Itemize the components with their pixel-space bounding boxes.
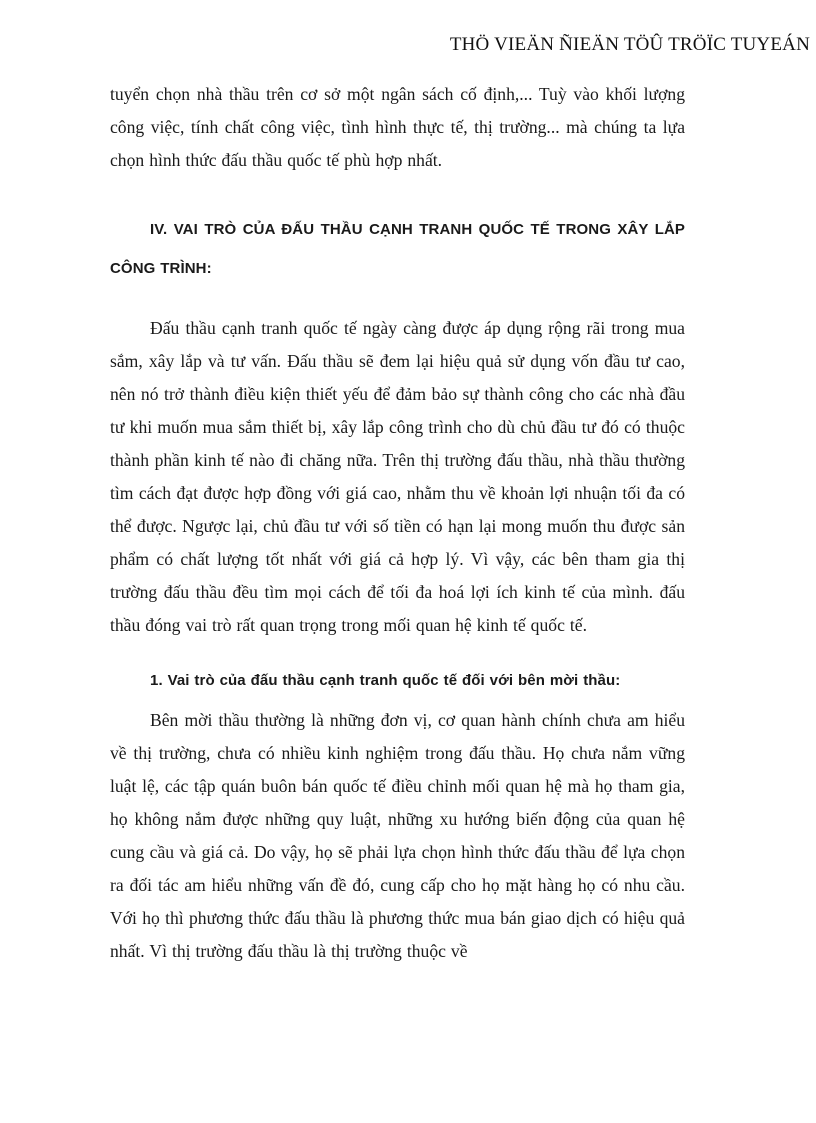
spacer (110, 697, 685, 704)
subsection-heading: 1. Vai trò của đấu thầu cạnh tranh quốc tế đối với bên mời thầu: (150, 672, 621, 689)
running-header: THÖ VIEÄN ÑIEÄN TÖÛ TRÖÏC TUYEÁN (449, 34, 810, 55)
section-heading: IV. VAI TRÒ CỦA ĐẤU THẦU CẠNH TRANH QUỐC TẾ TRONG XÂY LẮP CÔNG TRÌNH: (110, 221, 685, 277)
spacer (110, 642, 685, 664)
section-paragraph: Đấu thầu cạnh tranh quốc tế ngày càng được áp dụng rộng rãi trong mua sắm, xây lắp và tư vấn. Đấu thầu sẽ đem lại hiệu quả sử dụng vốn đầu tư cao, nên nó trở thành điều kiện thiết yếu để đảm bảo sự thành công cho các nhà đầu tư khi muốn mua sắm thiết bị, xây lắp công trình cho dù chủ đầu tư đó có thuộc thành phần kinh tế nào đi chăng nữa. Trên thị trường đấu thầu, nhà thầu thường tìm cách đạt được hợp đồng với giá cao, nhằm thu về khoản lợi nhuận tối đa có thể được. Ngược lại, chủ đầu tư với số tiền có hạn lại mong muốn thu được sản phẩm có chất lượng tốt nhất với giá cả hợp lý. Vì vậy, các bên tham gia thị trường đấu thầu đều tìm mọi cách để tối đa hoá lợi ích kinh tế của mình. đấu thầu đóng vai trò rất quan trọng trong mối quan hệ kinh tế quốc tế. (110, 318, 685, 635)
spacer (110, 177, 685, 210)
subsection-paragraph: Bên mời thầu thường là những đơn vị, cơ quan hành chính chưa am hiểu về thị trường, chưa có nhiều kinh nghiệm trong đấu thầu. Họ chưa nắm vững luật lệ, các tập quán buôn bán quốc tế điều chỉnh mối quan hệ mà họ tham gia, họ không nắm được những quy luật, những xu hướng biến động của quan hệ cung cầu và giá cả. Do vậy, họ sẽ phải lựa chọn hình thức đấu thầu để lựa chọn ra đối tác am hiểu những vấn đề đó, cung cấp cho họ mặt hàng họ có nhu cầu. Với họ thì phương thức đấu thầu là phương thức mua bán giao dịch có hiệu quả nhất. Vì thị trường đấu thầu là thị trường thuộc về (110, 710, 685, 961)
intro-paragraph: tuyển chọn nhà thầu trên cơ sở một ngân sách cố định,... Tuỳ vào khối lượng công việc, tính chất công việc, tình hình thực tế, thị trường... mà chúng ta lựa chọn hình thức đấu thầu quốc tế phù hợp nhất. (110, 84, 685, 170)
spacer (110, 288, 685, 312)
page-content (110, 78, 685, 968)
